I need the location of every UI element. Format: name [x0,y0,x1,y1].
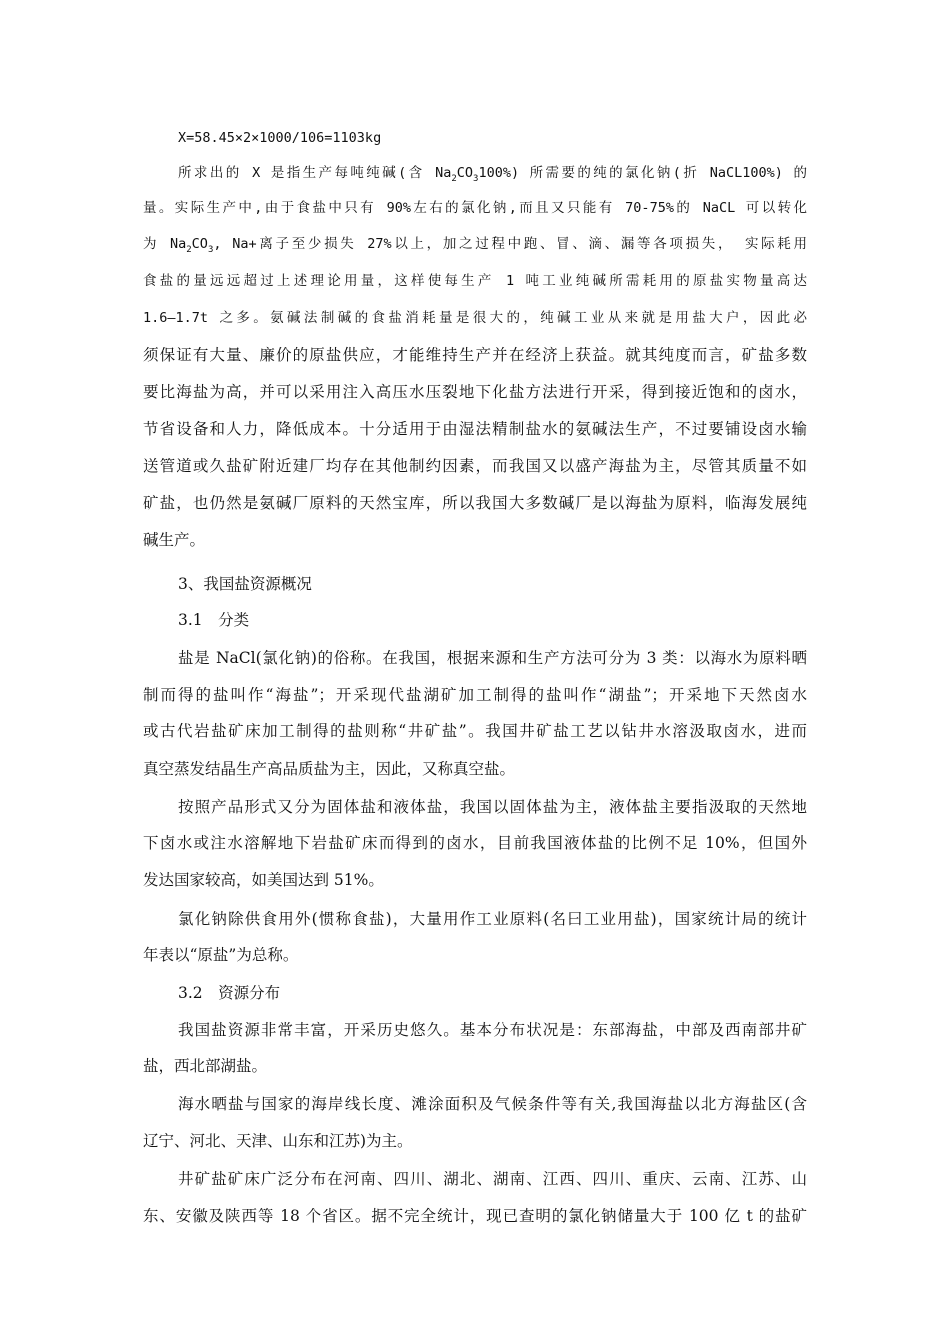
text-run: 所求出的 X 是指生产每吨纯碱(含 Na [178,165,452,181]
para4-line2: 年表以“原盐”为总称。 [143,946,299,964]
para2-line1: 盐是 NaCl(氯化钠)的俗称。在我国，根据来源和生产方法可分为 3 类：以海水为原料晒 [178,649,807,667]
para7-line1: 井矿盐矿床广泛分布在河南、四川、湖北、湖南、江西、四川、重庆、云南、江苏、山 [178,1170,807,1188]
para6-line2: 辽宁、河北、天津、山东和江苏)为主。 [143,1132,413,1150]
para1-line9: 送管道或久盐矿附近建厂均存在其他制约因素，而我国又以盛产海盐为主，尽管其质量不如 [143,457,807,475]
para3-line3: 发达国家较高，如美国达到 51%。 [143,871,384,889]
subscript: 2 [186,245,192,255]
subscript: 3 [473,174,479,184]
para7-line2: 东、安徽及陕西等 18 个省区。据不完全统计，现已查明的氯化钠储量大于 100 亿 t 的盐矿 [143,1207,807,1225]
para3-line1: 按照产品形式又分为固体盐和液体盐，我国以固体盐为主，液体盐主要指汲取的天然地 [178,798,807,816]
text-run: , Na+离子至少损失 27%以上，加之过程中跑、冒、滴、漏等各项损失， 实际耗用 [213,236,807,252]
section-heading-3: 3、我国盐资源概况 [178,575,312,593]
para4-line1: 氯化钠除供食用外(惯称食盐)，大量用作工业原料(名曰工业用盐)，国家统计局的统计 [178,910,807,928]
para1-line4: 食盐的量远远超过上述理论用量，这样使每生产 1 吨工业纯碱所需耗用的原盐实物量高达 [143,273,807,289]
para1-line3 [143,234,807,260]
para6-line1: 海水晒盐与国家的海岸线长度、滩涂面积及气候条件等有关,我国海盐以北方海盐区(含 [178,1095,807,1113]
subscript: 3 [207,245,214,255]
para1-line1 [178,163,807,189]
para1-line11: 碱生产。 [143,531,206,549]
subsection-heading-3-2: 3.2 资源分布 [178,984,281,1002]
subsection-heading-3-1: 3.1 分类 [178,611,250,629]
subscript: 2 [451,174,457,184]
text-run: CO [456,165,474,181]
para1-line5: 1.6—1.7t 之多。氨碱法制碱的食盐消耗量是很大的，纯碱工业从来就是用盐大户，因此必 [143,310,807,326]
para2-line2: 制而得的盐叫作“海盐”；开采现代盐湖矿加工制得的盐叫作“湖盐”；开采地下天然卤水 [143,686,807,704]
para5-line2: 盐，西北部湖盐。 [143,1057,268,1075]
para5-line1: 我国盐资源非常丰富，开采历史悠久。基本分布状况是：东部海盐，中部及西南部井矿 [178,1021,807,1039]
text-run: CO [191,236,208,252]
para1-line2: 量。实际生产中,由于食盐中只有 90%左右的氯化钠,而且又只能有 70-75%的 NaCL 可以转化 [143,200,807,216]
para1-line6: 须保证有大量、廉价的原盐供应，才能维持生产并在经济上获益。就其纯度而言，矿盐多数 [143,346,807,364]
para1-line10: 矿盐，也仍然是氨碱厂原料的天然宝库，所以我国大多数碱厂是以海盐为原料，临海发展纯 [143,494,807,512]
para1-line8: 节省设备和人力，降低成本。十分适用于由湿法精制盐水的氨碱法生产，不过要铺设卤水输 [143,420,807,438]
text-run: 100%) 所需要的纯的氯化钠(折 NaCL100%) 的 [478,165,807,181]
text-run: 为 Na [143,236,187,252]
para2-line3: 或古代岩盐矿床加工制得的盐则称“井矿盐”。我国井矿盐工艺以钻井水溶汲取卤水，进而 [143,722,807,740]
para2-line4: 真空蒸发结晶生产高品质盐为主，因此，又称真空盐。 [143,760,516,778]
para3-line2: 下卤水或注水溶解地下岩盐矿床而得到的卤水，目前我国液体盐的比例不足 10%，但国外 [143,834,807,852]
formula-line: X=58.45×2×1000/106=1103kg [178,130,382,146]
para1-line7: 要比海盐为高，并可以采用注入高压水压裂地下化盐方法进行开采，得到接近饱和的卤水， [143,383,807,401]
